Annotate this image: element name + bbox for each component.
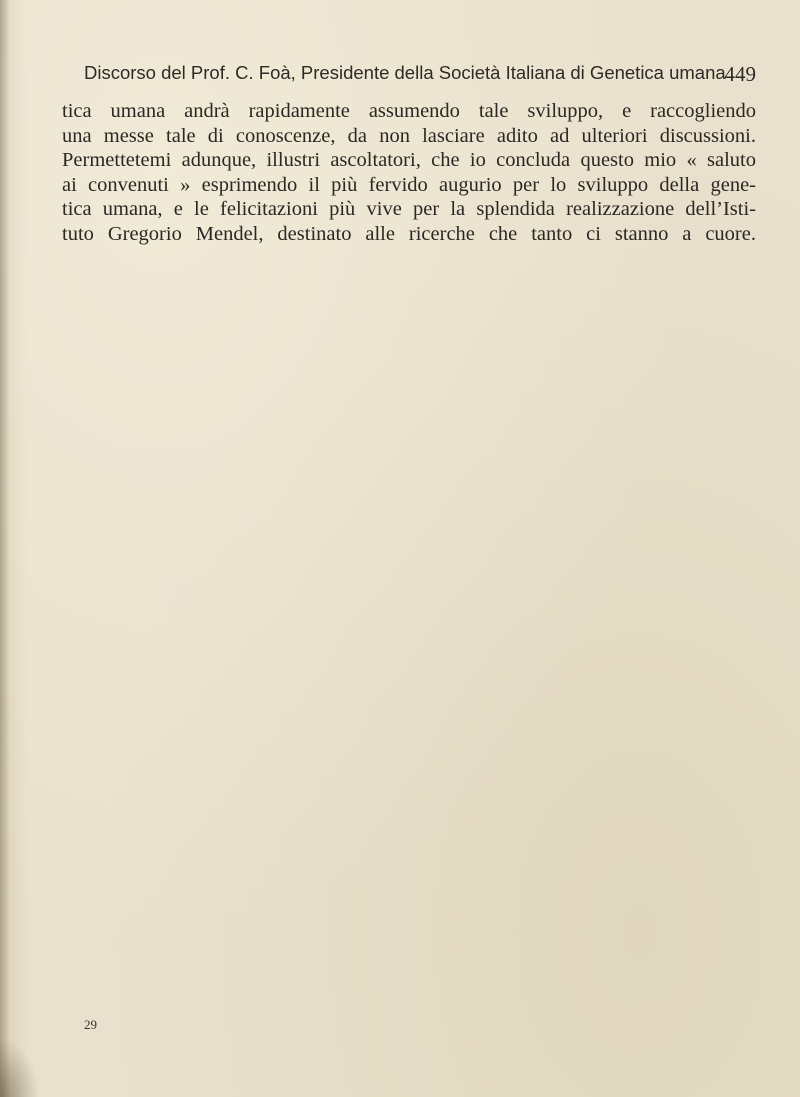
page-number: 449 xyxy=(724,62,756,86)
running-head-title: Discorso del Prof. C. Foà, Presidente della Società Italiana di Genetica umana xyxy=(84,62,726,83)
corner-wear xyxy=(0,1037,40,1097)
text-line: Permettetemi adunque, illustri ascoltatori, che io concluda questo mio « saluto xyxy=(62,149,756,172)
text-line: tica umana andrà rapidamente assumendo tale sviluppo, e raccogliendo xyxy=(62,100,756,122)
signature-mark: 29 xyxy=(84,1017,97,1032)
text-line: tuto Gregorio Mendel, destinato alle ricerche che tanto ci stanno a cuore. xyxy=(62,222,756,245)
text-line: tica umana, e le felicitazioni più vive per la splendida realizzazione dell’Isti- xyxy=(62,198,756,221)
text-line: una messe tale di conoscenze, da non lasciare adito ad ulteriori discussioni. xyxy=(62,124,756,147)
text-line: ai convenuti » esprimendo il più fervido augurio per lo sviluppo della gene- xyxy=(62,173,756,196)
running-head xyxy=(84,62,764,90)
body-paragraph xyxy=(62,99,756,247)
binding-shadow xyxy=(0,0,10,1097)
